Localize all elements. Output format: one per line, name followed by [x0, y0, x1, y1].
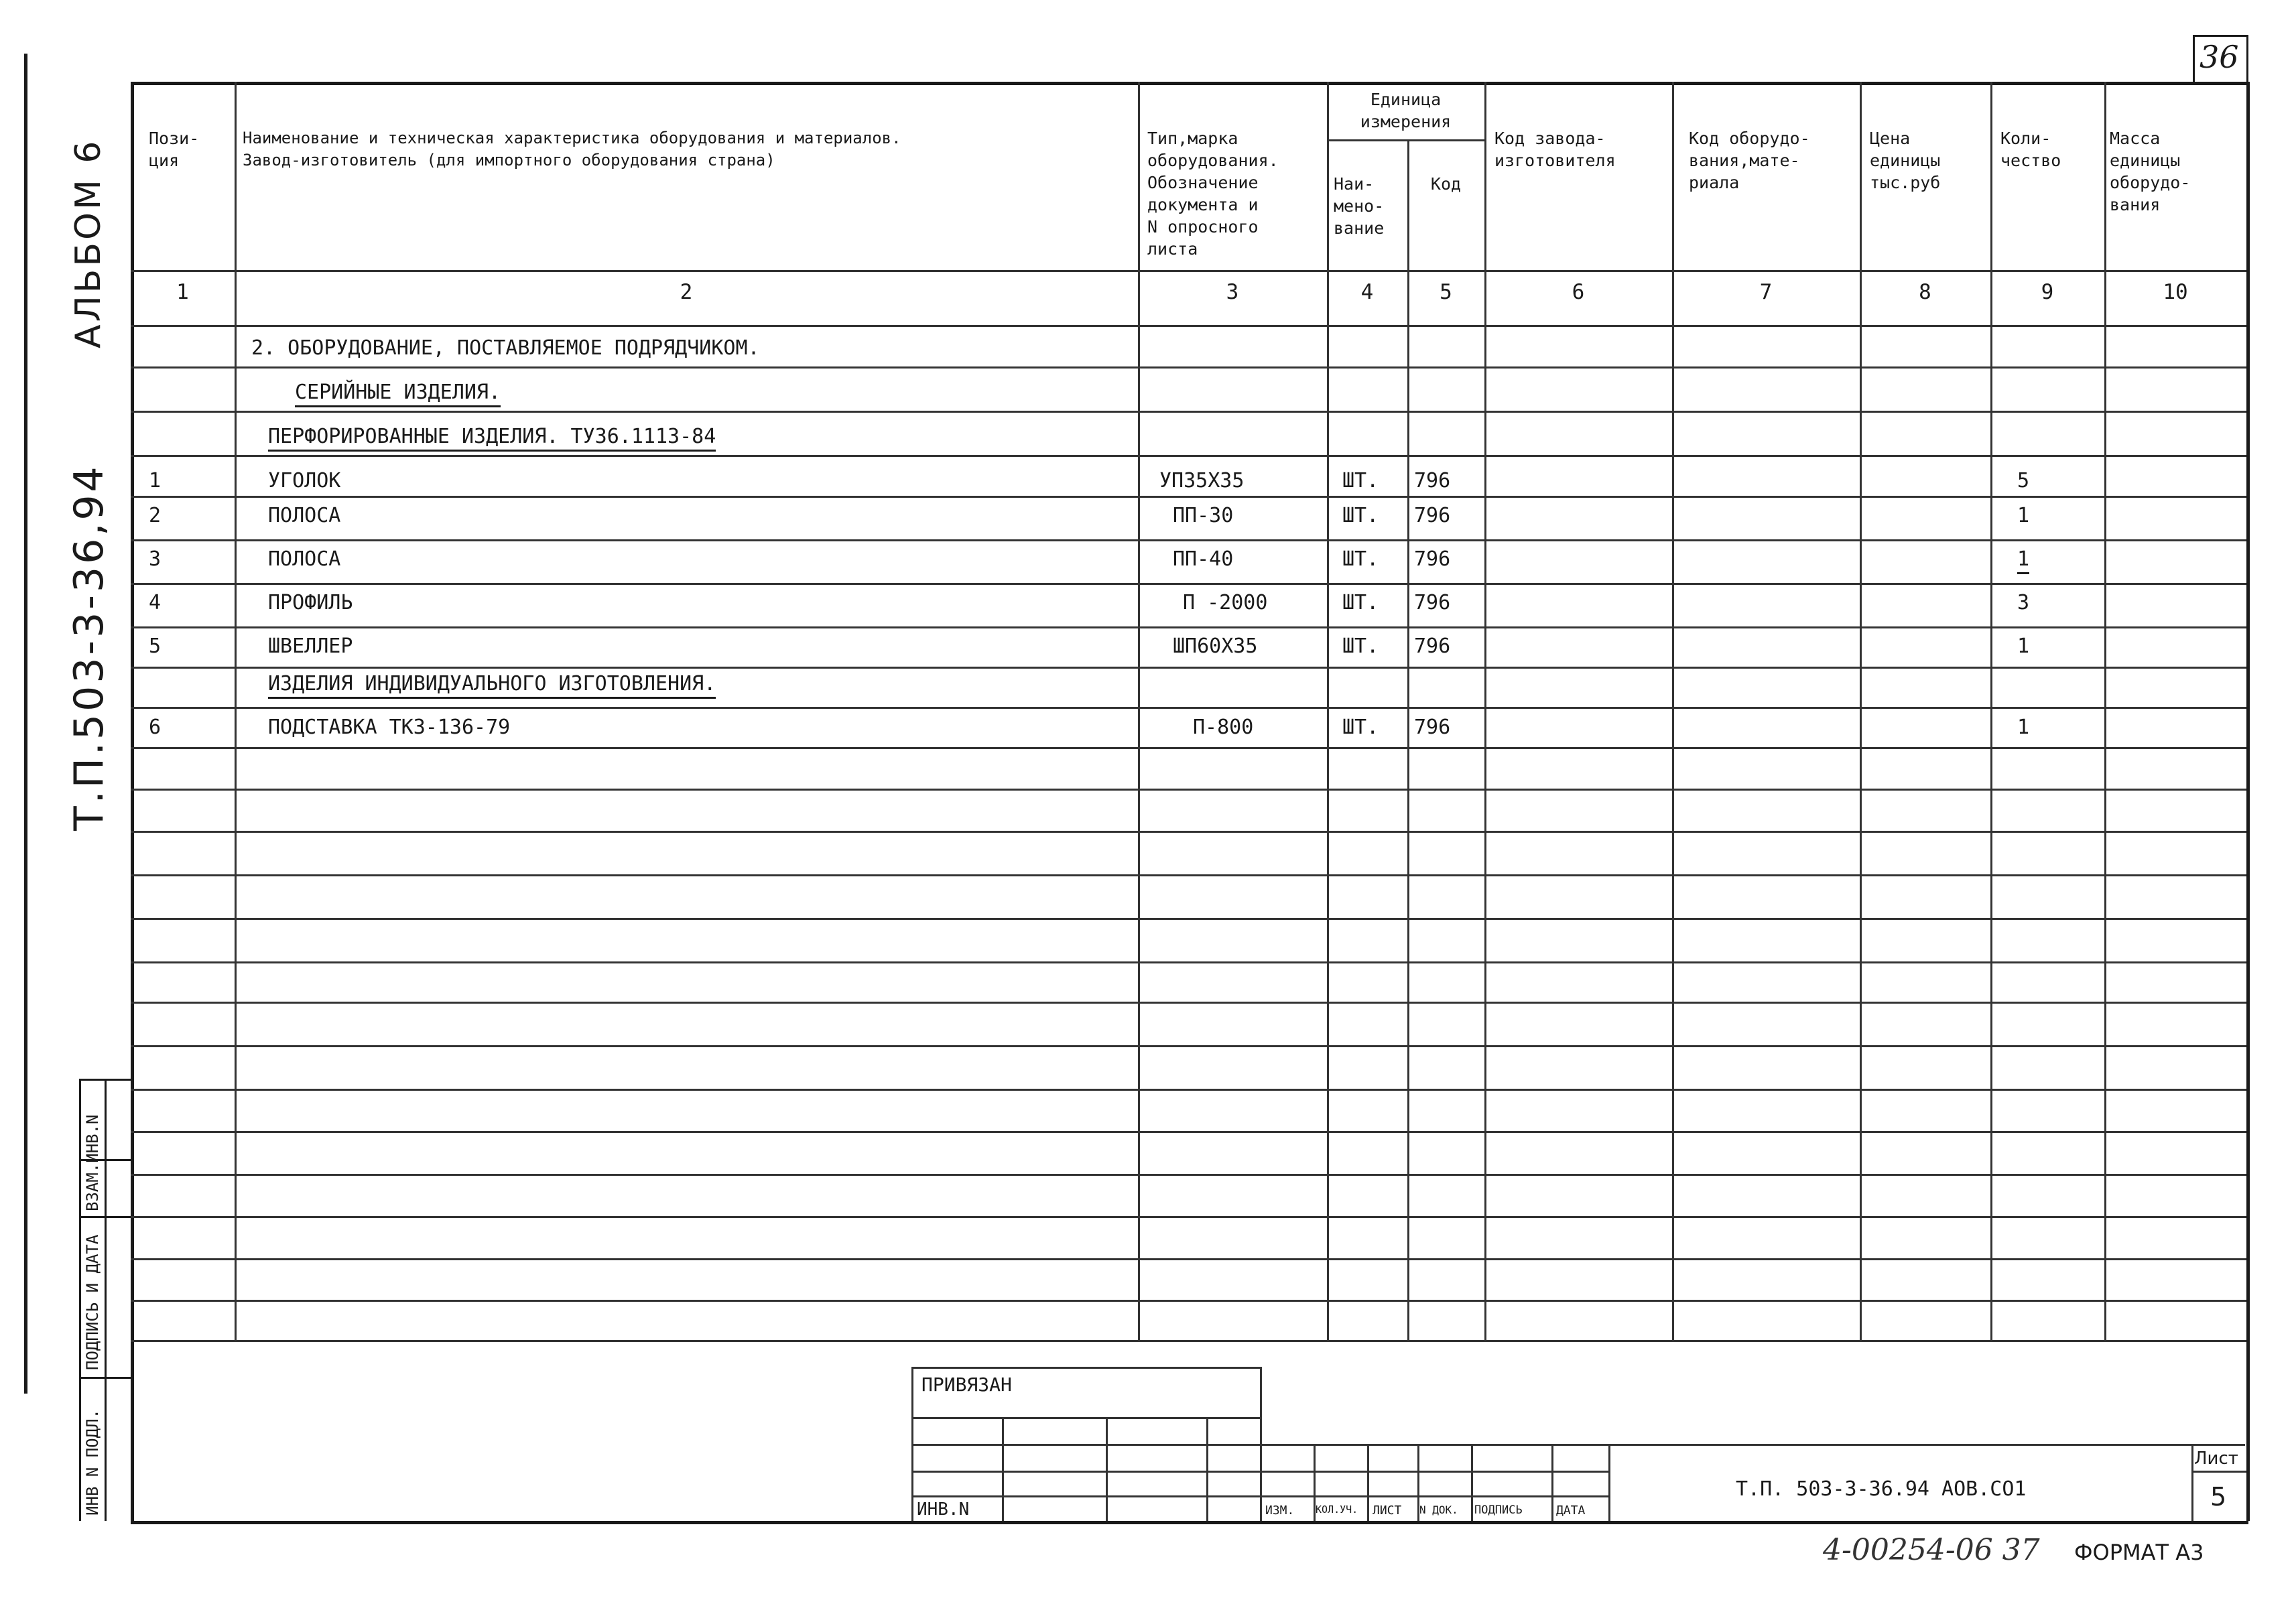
corner-box-top — [2193, 35, 2246, 37]
frame-right-line — [2246, 82, 2250, 1521]
stamp-label-list: ЛИСТ — [1373, 1503, 1402, 1518]
table-row-quantity: 1 — [2017, 504, 2030, 527]
row-line — [131, 1258, 2246, 1260]
sheet-box-div — [2191, 1471, 2246, 1473]
privyazan-line2 — [911, 1444, 2245, 1446]
header-quantity: Коли- чество — [2000, 129, 2061, 170]
table-row-quantity: 5 — [2017, 469, 2030, 492]
column-number: 4 — [1360, 280, 1374, 304]
side-stamp-top — [79, 1079, 133, 1081]
row-line — [131, 496, 2246, 498]
row-line — [131, 1089, 2246, 1091]
column-number: 6 — [1572, 280, 1585, 304]
row-line — [131, 366, 2246, 368]
table-row-type: ШП60Х35 — [1173, 634, 1258, 658]
table-row-unit: ШТ. — [1342, 469, 1379, 492]
table-row-name: ПОЛОСА — [268, 504, 341, 527]
table-row-unit-code: 796 — [1414, 634, 1451, 658]
side-stamp-mid — [105, 1079, 107, 1521]
table-row-name: ПОЛОСА — [268, 547, 341, 571]
col-line-1 — [235, 82, 237, 1341]
row-line — [131, 455, 2246, 457]
table-row-position: 5 — [149, 634, 162, 658]
col-line-5 — [1484, 82, 1486, 1341]
header-plant-code: Код завода- изготовителя — [1494, 129, 1616, 170]
table-row-position: 2 — [149, 504, 162, 527]
row-line — [131, 1300, 2246, 1302]
privyazan-col2 — [1106, 1417, 1108, 1521]
table-row-type: УП35Х35 — [1159, 469, 1245, 492]
col-line-4 — [1407, 139, 1409, 1341]
corner-box-left — [2193, 35, 2195, 83]
frame-bottom-line — [131, 1521, 2248, 1524]
table-row-type: ПП-30 — [1173, 504, 1234, 527]
stamp-col — [1367, 1444, 1369, 1521]
table-row-name: ПРОФИЛЬ — [268, 591, 353, 614]
sheet-box-left — [2191, 1444, 2193, 1521]
sheet-label: Лист — [2194, 1449, 2238, 1469]
handwritten-number: 4-00254-06 37 — [1823, 1533, 2040, 1567]
project-code-side: Т.П.503-3-36,94 — [66, 464, 113, 831]
column-number: 2 — [680, 280, 693, 304]
column-number: 3 — [1226, 280, 1239, 304]
table-row-unit: ШТ. — [1342, 504, 1379, 527]
table-row-section-heading: 2. ОБОРУДОВАНИЕ, ПОСТАВЛЯЕМОЕ ПОДРЯДЧИКОМ. — [251, 336, 760, 360]
table-row-quantity: 3 — [2017, 591, 2030, 614]
column-number: 1 — [176, 280, 189, 304]
table-row-name: ШВЕЛЛЕР — [268, 634, 353, 658]
table-row-unit: ШТ. — [1342, 634, 1379, 658]
side-stamp-vzam-inv: ВЗАМ.ИНВ.N — [83, 1114, 102, 1211]
sheet-number: 5 — [2210, 1482, 2227, 1512]
table-row-unit-code: 796 — [1414, 547, 1451, 571]
row-line — [131, 789, 2246, 791]
header-equipment-code: Код оборудо- вания,мате- риала — [1689, 129, 1810, 192]
row-line — [131, 961, 2246, 963]
document-code: Т.П. 503-3-36.94 АОВ.СО1 — [1736, 1477, 2027, 1501]
table-row-position: 6 — [149, 716, 162, 739]
col-line-6 — [1672, 82, 1674, 1341]
table-row-quantity: 1 — [2017, 634, 2030, 658]
row-line — [131, 539, 2246, 541]
table-row-subheading: ПЕРФОРИРОВАННЫЕ ИЗДЕЛИЯ. ТУ36.1113-84 — [268, 425, 716, 452]
row-line — [131, 1002, 2246, 1004]
table-row-unit-code: 796 — [1414, 716, 1451, 739]
row-line — [131, 626, 2246, 628]
stamp-label-kol-uch: КОЛ.УЧ. — [1316, 1503, 1358, 1516]
table-row-subheading: СЕРИЙНЫЕ ИЗДЕЛИЯ. — [295, 381, 501, 407]
table-row-unit-code: 796 — [1414, 504, 1451, 527]
row-line — [131, 411, 2246, 413]
side-stamp-left — [79, 1079, 81, 1521]
header-unit: Единица измерения — [1360, 90, 1452, 131]
column-number: 8 — [1919, 280, 1931, 304]
table-row-name: УГОЛОК — [268, 469, 341, 492]
table-row-unit: ШТ. — [1342, 591, 1379, 614]
row-line — [131, 1045, 2246, 1047]
table-row-position: 1 — [149, 469, 162, 492]
column-number: 5 — [1440, 280, 1452, 304]
stamp-col — [1260, 1444, 1262, 1521]
stamp-col — [1471, 1444, 1473, 1521]
stamp-col — [1608, 1444, 1610, 1521]
side-stamp-div3 — [79, 1377, 133, 1379]
col-line-7 — [1860, 82, 1862, 1341]
corner-box-right — [2246, 35, 2248, 83]
row-line — [131, 1216, 2246, 1218]
table-row-name: ПОДСТАВКА ТКЗ-136-79 — [268, 716, 511, 739]
album-label: АЛЬБОМ 6 — [68, 138, 109, 348]
privyazan-top — [911, 1367, 1260, 1369]
column-number: 10 — [2163, 280, 2188, 304]
stamp-label-izm: ИЗМ. — [1265, 1503, 1295, 1518]
table-row-unit-code: 796 — [1414, 591, 1451, 614]
stamp-label-podpis: ПОДПИСЬ — [1474, 1503, 1523, 1517]
frame-left-margin-line — [24, 54, 27, 1394]
table-row-unit: ШТ. — [1342, 716, 1379, 739]
header-type: Тип,марка оборудования. Обозначение документа и N опросного листа — [1147, 129, 1279, 259]
table-row-quantity: 1 — [2017, 547, 2029, 574]
stamp-label-data: ДАТА — [1556, 1503, 1586, 1518]
table-row-quantity: 1 — [2017, 716, 2030, 739]
table-row-type: П-800 — [1193, 716, 1254, 739]
row-line — [131, 874, 2246, 876]
row-line — [131, 667, 2246, 669]
header-unit-code: Код — [1430, 174, 1462, 194]
unit-subheader-line — [1327, 139, 1484, 141]
privyazan-right — [1260, 1367, 1262, 1447]
format-label: ФОРМАТ А3 — [2074, 1540, 2204, 1565]
table-row-unit: ШТ. — [1342, 547, 1379, 571]
inv-label: ИНВ.N — [917, 1499, 970, 1520]
header-bottom-line — [131, 270, 2246, 272]
header-mass: Масса единицы оборудо- вания — [2110, 129, 2191, 214]
col-line-3 — [1327, 82, 1329, 1341]
stamp-col — [1551, 1444, 1553, 1521]
table-row-unit-code: 796 — [1414, 469, 1451, 492]
table-row-type: П -2000 — [1183, 591, 1268, 614]
col-line-8 — [1990, 82, 1992, 1341]
header-position: Пози- ция — [149, 129, 200, 170]
row-line — [131, 1174, 2246, 1176]
column-number: 7 — [1759, 280, 1773, 304]
row-line — [131, 1131, 2246, 1133]
table-bottom-line — [131, 1340, 2246, 1342]
frame-top-line — [131, 82, 2248, 85]
row-line — [131, 583, 2246, 585]
stamp-label-n-dok: N ДОК. — [1419, 1503, 1458, 1516]
col-line-9 — [2104, 82, 2106, 1341]
col-line-2 — [1138, 82, 1140, 1341]
privyazan-col3 — [1206, 1417, 1208, 1521]
header-unit-name: Наи- мено- вание — [1334, 174, 1385, 238]
row-line — [131, 747, 2246, 749]
table-row-subheading: ИЗДЕЛИЯ ИНДИВИДУАЛЬНОГО ИЗГОТОВЛЕНИЯ. — [268, 672, 716, 699]
side-stamp-podpis-data: ПОДПИСЬ И ДАТА — [83, 1234, 102, 1370]
row-line — [131, 831, 2246, 833]
table-row-type: ПП-40 — [1173, 547, 1234, 571]
colnum-bottom-line — [131, 325, 2246, 327]
side-stamp-inv-podl: ИНВ N ПОДЛ. — [83, 1409, 102, 1516]
row-line — [131, 918, 2246, 920]
header-name: Наименование и техническая характеристика оборудования и материалов. Завод-изготовитель (для импортного оборудования страна) — [243, 129, 901, 170]
column-number: 9 — [2041, 280, 2054, 304]
privyazan-col1 — [1002, 1417, 1004, 1521]
privyazan-label: ПРИВЯЗАН — [921, 1373, 1012, 1396]
table-row-position: 4 — [149, 591, 162, 614]
side-stamp-div2 — [79, 1216, 133, 1218]
row-line — [131, 707, 2246, 709]
table-row-position: 3 — [149, 547, 162, 571]
header-price: Цена единицы тыс.руб — [1870, 129, 1941, 192]
sheet-corner-number: 36 — [2199, 39, 2239, 75]
